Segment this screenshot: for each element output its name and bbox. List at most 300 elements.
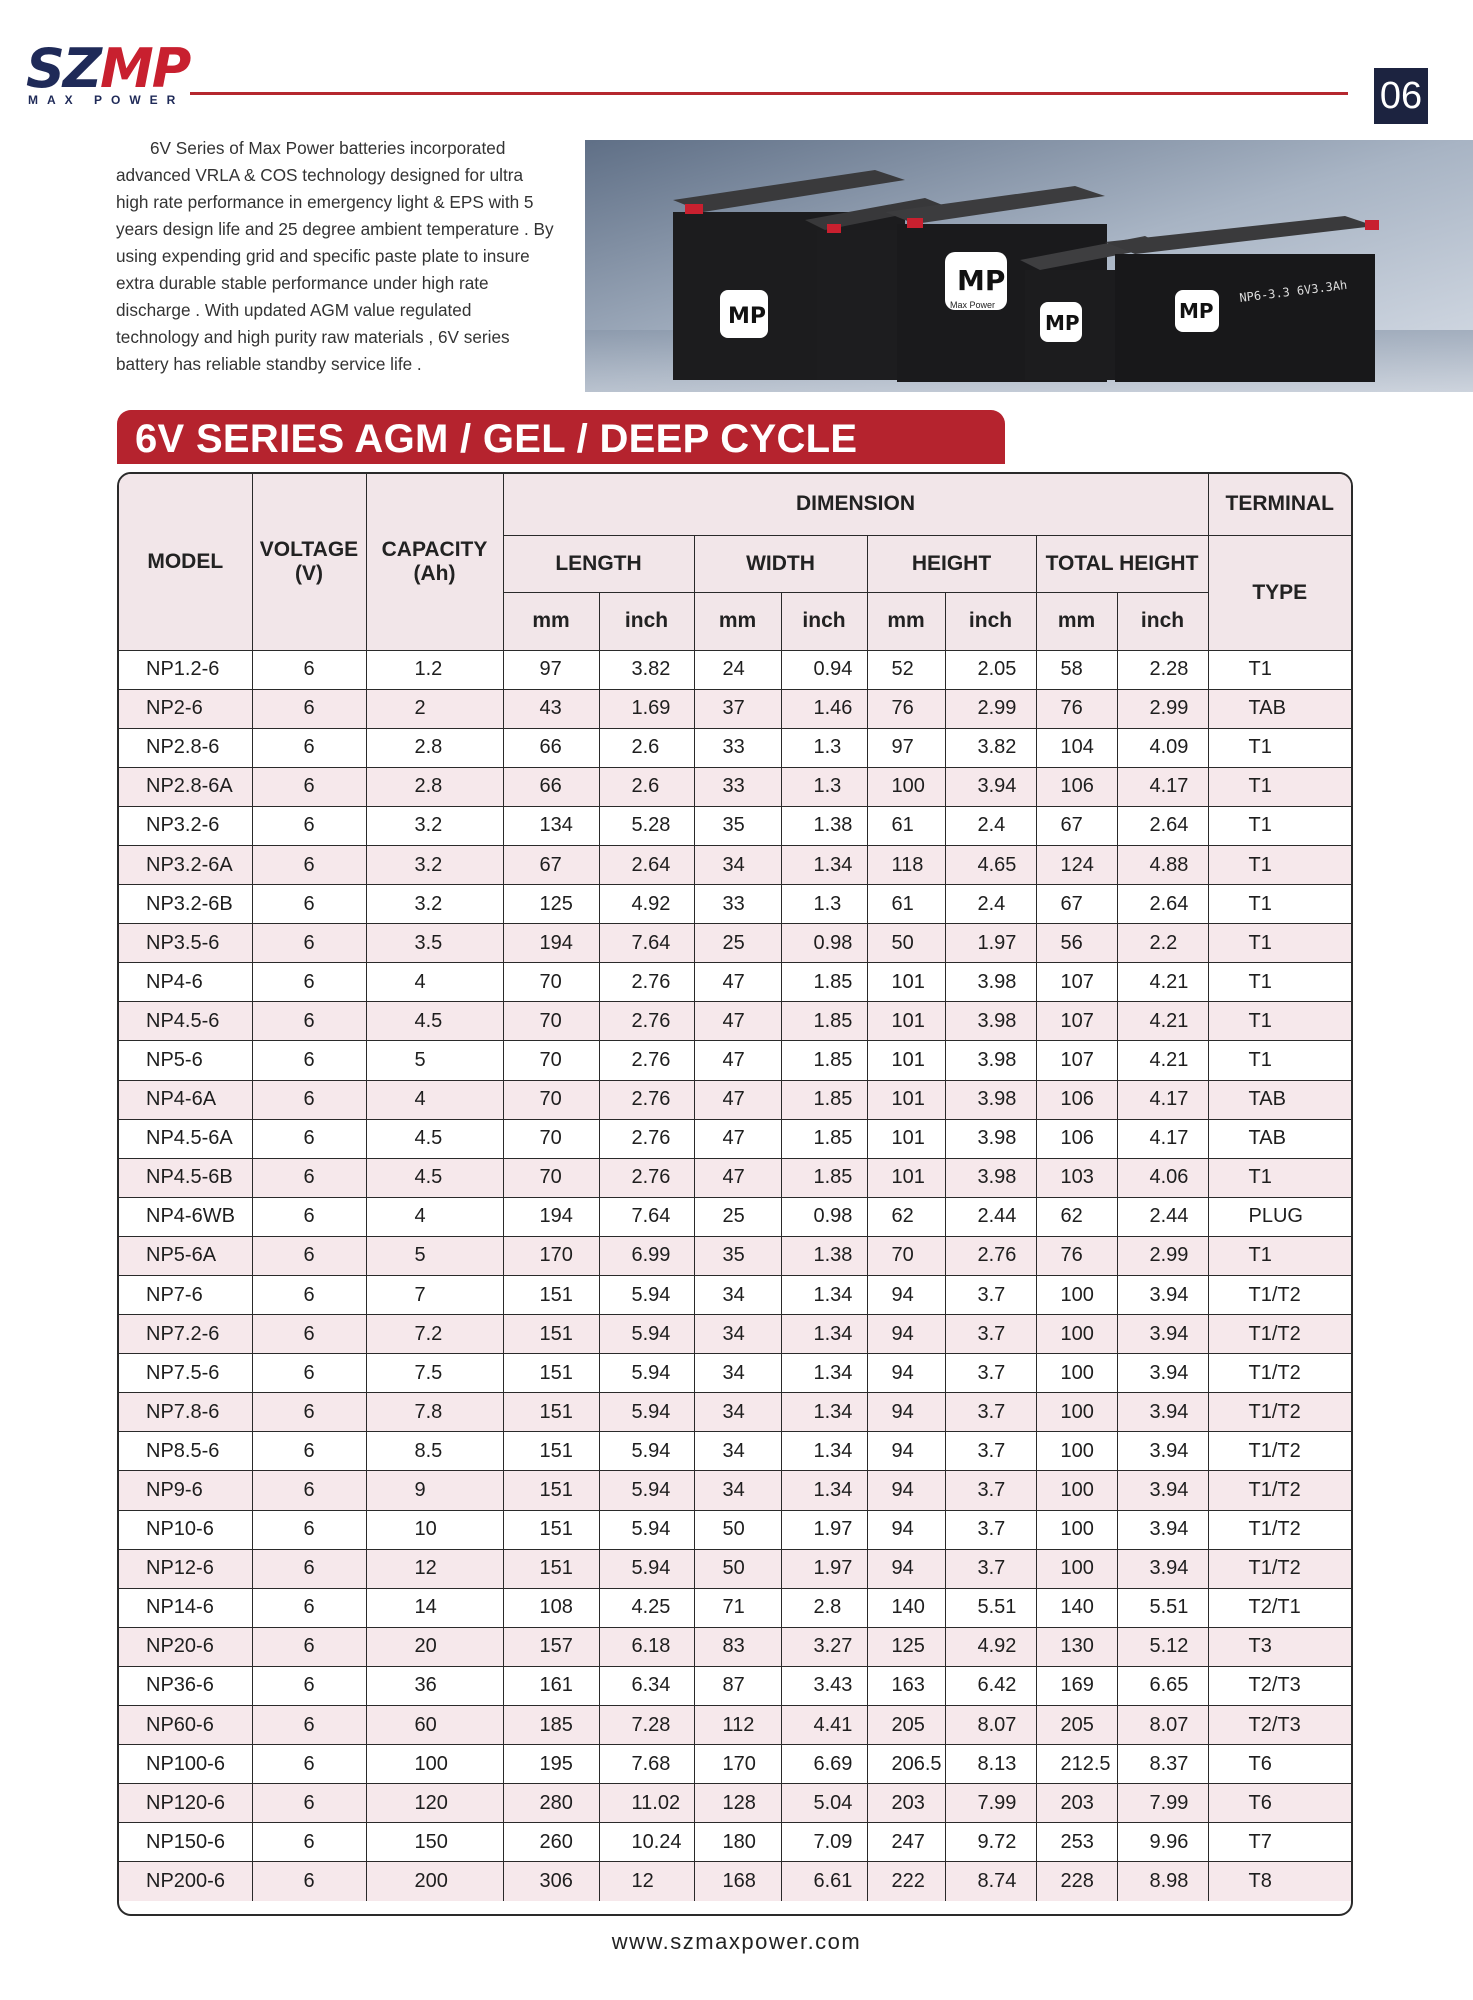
cell-terminal-type: T1 [1208,924,1351,963]
cell-width-inch: 1.34 [781,1315,867,1354]
header-terminal: TERMINAL [1208,474,1351,535]
cell-terminal-type: T6 [1208,1784,1351,1823]
cell-capacity: 4 [366,963,503,1002]
cell-total-height-inch: 5.51 [1117,1588,1208,1627]
cell-capacity: 60 [366,1706,503,1745]
cell-width-mm: 47 [694,1041,781,1080]
photo-mark-1: MP [728,304,767,329]
table-row [119,963,1351,1002]
cell-height-mm: 76 [867,689,945,728]
battery-table [119,474,1351,1901]
cell-width-mm: 47 [694,1158,781,1197]
cell-height-mm: 205 [867,1706,945,1745]
cell-length-inch: 2.76 [599,1119,694,1158]
header-voltage: VOLTAGE (V) [252,474,366,650]
cell-length-inch: 2.64 [599,845,694,884]
header-model: MODEL [119,474,252,650]
cell-total-height-inch: 8.37 [1117,1745,1208,1784]
cell-length-mm: 195 [503,1745,599,1784]
table-row [119,1588,1351,1627]
cell-total-height-mm: 253 [1036,1823,1117,1862]
cell-model: NP1.2-6 [119,650,252,689]
cell-model: NP7.8-6 [119,1393,252,1432]
cell-total-height-mm: 203 [1036,1784,1117,1823]
cell-capacity: 3.2 [366,806,503,845]
cell-width-mm: 50 [694,1510,781,1549]
cell-model: NP60-6 [119,1706,252,1745]
cell-length-inch: 5.94 [599,1432,694,1471]
table-row [119,1393,1351,1432]
cell-model: NP12-6 [119,1549,252,1588]
cell-terminal-type: T3 [1208,1627,1351,1666]
intro-paragraph: 6V Series of Max Power batteries incorporated advanced VRLA & COS technology designed for ultra high rate performance in emergency light & EPS with 5 years design life and 25 degree ambient temperature . By using expending grid and specific paste plate to insure extra durable stable performance under high rate discharge . With updated AGM value regulated technology and high purity raw materials , 6V series battery has reliable standby service life . [116,138,554,374]
cell-height-mm: 52 [867,650,945,689]
cell-width-inch: 1.3 [781,885,867,924]
cell-capacity: 12 [366,1549,503,1588]
cell-model: NP200-6 [119,1862,252,1901]
cell-capacity: 120 [366,1784,503,1823]
cell-terminal-type: T2/T3 [1208,1706,1351,1745]
cell-length-inch: 2.76 [599,1041,694,1080]
logo-tagline: MAX POWER [28,93,185,107]
header-total-height-inch: inch [1117,592,1208,650]
cell-height-inch: 8.13 [945,1745,1036,1784]
cell-voltage: 6 [252,767,366,806]
cell-height-mm: 100 [867,767,945,806]
cell-width-mm: 24 [694,650,781,689]
cell-voltage: 6 [252,1119,366,1158]
cell-voltage: 6 [252,924,366,963]
cell-voltage: 6 [252,1276,366,1315]
cell-width-inch: 5.04 [781,1784,867,1823]
cell-voltage: 6 [252,1393,366,1432]
cell-voltage: 6 [252,1002,366,1041]
cell-width-mm: 128 [694,1784,781,1823]
cell-width-mm: 34 [694,1315,781,1354]
cell-voltage: 6 [252,1471,366,1510]
cell-length-inch: 7.68 [599,1745,694,1784]
cell-total-height-inch: 4.17 [1117,1080,1208,1119]
cell-height-mm: 61 [867,885,945,924]
cell-total-height-inch: 2.99 [1117,1236,1208,1275]
cell-model: NP150-6 [119,1823,252,1862]
cell-model: NP4.5-6A [119,1119,252,1158]
cell-width-inch: 3.27 [781,1627,867,1666]
photo-mark-2: MP [957,264,1006,297]
intro-text [116,135,556,378]
cell-length-mm: 151 [503,1276,599,1315]
cell-length-mm: 151 [503,1315,599,1354]
cell-width-mm: 170 [694,1745,781,1784]
cell-length-inch: 4.25 [599,1588,694,1627]
spec-table [117,472,1353,1916]
cell-width-mm: 34 [694,1471,781,1510]
page-number: 06 [1374,68,1428,124]
cell-height-mm: 94 [867,1549,945,1588]
cell-length-inch: 2.6 [599,767,694,806]
cell-length-mm: 280 [503,1784,599,1823]
cell-height-inch: 2.76 [945,1236,1036,1275]
cell-total-height-inch: 2.28 [1117,650,1208,689]
cell-height-inch: 4.65 [945,845,1036,884]
cell-height-inch: 3.7 [945,1432,1036,1471]
cell-total-height-mm: 100 [1036,1393,1117,1432]
cell-length-mm: 70 [503,1080,599,1119]
table-row [119,1706,1351,1745]
cell-terminal-type: T1/T2 [1208,1510,1351,1549]
cell-width-mm: 87 [694,1666,781,1705]
table-row [119,845,1351,884]
cell-length-inch: 6.99 [599,1236,694,1275]
cell-length-inch: 11.02 [599,1784,694,1823]
cell-capacity: 2 [366,689,503,728]
cell-capacity: 4 [366,1197,503,1236]
section-title: 6V SERIES AGM / GEL / DEEP CYCLE [117,410,1005,464]
cell-length-mm: 43 [503,689,599,728]
cell-capacity: 3.5 [366,924,503,963]
cell-height-mm: 94 [867,1471,945,1510]
cell-capacity: 1.2 [366,650,503,689]
cell-terminal-type: T2/T3 [1208,1666,1351,1705]
cell-terminal-type: T1/T2 [1208,1315,1351,1354]
cell-total-height-mm: 106 [1036,1119,1117,1158]
cell-terminal-type: T1/T2 [1208,1276,1351,1315]
cell-height-inch: 3.7 [945,1393,1036,1432]
cell-length-mm: 70 [503,1002,599,1041]
cell-width-inch: 1.34 [781,1276,867,1315]
cell-total-height-mm: 124 [1036,845,1117,884]
cell-total-height-mm: 106 [1036,767,1117,806]
cell-voltage: 6 [252,1549,366,1588]
cell-length-inch: 10.24 [599,1823,694,1862]
cell-voltage: 6 [252,1627,366,1666]
cell-width-mm: 112 [694,1706,781,1745]
cell-capacity: 4 [366,1080,503,1119]
cell-length-mm: 134 [503,806,599,845]
cell-total-height-inch: 3.94 [1117,1393,1208,1432]
cell-height-mm: 61 [867,806,945,845]
cell-voltage: 6 [252,963,366,1002]
cell-height-mm: 101 [867,1119,945,1158]
table-row [119,1510,1351,1549]
cell-height-inch: 3.98 [945,1041,1036,1080]
cell-model: NP4-6WB [119,1197,252,1236]
footer-url: www.szmaxpower.com [611,1929,862,1954]
cell-total-height-mm: 56 [1036,924,1117,963]
cell-width-inch: 1.85 [781,1002,867,1041]
cell-width-inch: 1.85 [781,963,867,1002]
table-header [119,474,1351,650]
cell-capacity: 5 [366,1236,503,1275]
cell-length-inch: 7.64 [599,924,694,963]
cell-terminal-type: T1/T2 [1208,1432,1351,1471]
cell-height-inch: 3.7 [945,1276,1036,1315]
cell-width-mm: 33 [694,728,781,767]
cell-width-inch: 3.43 [781,1666,867,1705]
cell-width-inch: 2.8 [781,1588,867,1627]
table-row [119,806,1351,845]
cell-total-height-inch: 4.21 [1117,963,1208,1002]
cell-width-mm: 35 [694,1236,781,1275]
cell-voltage: 6 [252,806,366,845]
cell-height-mm: 94 [867,1315,945,1354]
cell-capacity: 2.8 [366,728,503,767]
table-row [119,1784,1351,1823]
cell-terminal-type: T1 [1208,767,1351,806]
cell-total-height-mm: 100 [1036,1471,1117,1510]
cell-capacity: 7.5 [366,1354,503,1393]
cell-voltage: 6 [252,728,366,767]
brand-logo [26,37,196,107]
photo-brand-name: Max Power [950,300,996,310]
cell-terminal-type: T1/T2 [1208,1393,1351,1432]
cell-height-mm: 101 [867,1002,945,1041]
cell-total-height-mm: 103 [1036,1158,1117,1197]
cell-model: NP3.5-6 [119,924,252,963]
cell-voltage: 6 [252,1784,366,1823]
cell-width-mm: 25 [694,1197,781,1236]
cell-capacity: 7.8 [366,1393,503,1432]
cell-total-height-mm: 130 [1036,1627,1117,1666]
cell-terminal-type: T1 [1208,1002,1351,1041]
cell-width-mm: 33 [694,767,781,806]
cell-terminal-type: TAB [1208,1080,1351,1119]
cell-model: NP3.2-6 [119,806,252,845]
cell-model: NP20-6 [119,1627,252,1666]
cell-total-height-mm: 104 [1036,728,1117,767]
cell-model: NP4-6A [119,1080,252,1119]
cell-height-inch: 1.97 [945,924,1036,963]
cell-height-inch: 2.99 [945,689,1036,728]
cell-total-height-inch: 6.65 [1117,1666,1208,1705]
cell-height-inch: 7.99 [945,1784,1036,1823]
cell-terminal-type: T1 [1208,728,1351,767]
cell-terminal-type: T1 [1208,1158,1351,1197]
cell-total-height-inch: 3.94 [1117,1354,1208,1393]
header-dimension: DIMENSION [503,474,1208,535]
cell-model: NP36-6 [119,1666,252,1705]
table-row [119,650,1351,689]
cell-length-inch: 5.94 [599,1549,694,1588]
cell-voltage: 6 [252,689,366,728]
cell-height-mm: 94 [867,1510,945,1549]
cell-terminal-type: T8 [1208,1862,1351,1901]
cell-total-height-mm: 100 [1036,1549,1117,1588]
cell-total-height-inch: 4.21 [1117,1002,1208,1041]
cell-voltage: 6 [252,1862,366,1901]
cell-terminal-type: T1 [1208,1041,1351,1080]
cell-total-height-inch: 3.94 [1117,1510,1208,1549]
cell-width-mm: 71 [694,1588,781,1627]
cell-total-height-inch: 4.88 [1117,845,1208,884]
cell-width-mm: 34 [694,845,781,884]
cell-terminal-type: T1/T2 [1208,1471,1351,1510]
cell-width-inch: 6.61 [781,1862,867,1901]
logo-main: SZMP [26,37,190,100]
cell-total-height-mm: 100 [1036,1354,1117,1393]
cell-total-height-mm: 100 [1036,1510,1117,1549]
cell-capacity: 4.5 [366,1002,503,1041]
cell-total-height-inch: 3.94 [1117,1315,1208,1354]
cell-total-height-mm: 76 [1036,1236,1117,1275]
cell-model: NP2.8-6 [119,728,252,767]
header-capacity: CAPACITY (Ah) [366,474,503,650]
cell-height-mm: 203 [867,1784,945,1823]
cell-width-mm: 33 [694,885,781,924]
table-row [119,767,1351,806]
header-type: TYPE [1208,535,1351,650]
cell-width-mm: 37 [694,689,781,728]
cell-height-inch: 4.92 [945,1627,1036,1666]
cell-voltage: 6 [252,885,366,924]
table-row [119,1080,1351,1119]
cell-length-mm: 66 [503,728,599,767]
table-row [119,885,1351,924]
cell-height-mm: 247 [867,1823,945,1862]
cell-length-mm: 125 [503,885,599,924]
cell-voltage: 6 [252,1315,366,1354]
cell-voltage: 6 [252,845,366,884]
cell-total-height-mm: 100 [1036,1315,1117,1354]
cell-total-height-inch: 5.12 [1117,1627,1208,1666]
cell-voltage: 6 [252,1588,366,1627]
cell-model: NP14-6 [119,1588,252,1627]
header-width-mm: mm [694,592,781,650]
table-row [119,1315,1351,1354]
cell-capacity: 2.8 [366,767,503,806]
photo-label-1: NP6-3.3 6V3.3Ah [1238,277,1348,305]
cell-total-height-inch: 2.64 [1117,885,1208,924]
table-row [119,1119,1351,1158]
cell-length-mm: 151 [503,1432,599,1471]
cell-height-mm: 101 [867,1041,945,1080]
cell-length-inch: 12 [599,1862,694,1901]
cell-length-inch: 7.28 [599,1706,694,1745]
cell-height-mm: 163 [867,1666,945,1705]
cell-height-inch: 6.42 [945,1666,1036,1705]
cell-length-mm: 151 [503,1549,599,1588]
cell-terminal-type: TAB [1208,1119,1351,1158]
photo-mark-4: MP [1179,299,1214,323]
cell-capacity: 4.5 [366,1158,503,1197]
cell-length-mm: 161 [503,1666,599,1705]
cell-model: NP4.5-6 [119,1002,252,1041]
header-height-inch: inch [945,592,1036,650]
cell-height-inch: 2.05 [945,650,1036,689]
cell-model: NP7-6 [119,1276,252,1315]
cell-total-height-mm: 212.5 [1036,1745,1117,1784]
cell-width-inch: 1.34 [781,1393,867,1432]
cell-voltage: 6 [252,1354,366,1393]
cell-width-inch: 1.34 [781,1354,867,1393]
cell-length-inch: 2.6 [599,728,694,767]
cell-model: NP4-6 [119,963,252,1002]
header-height: HEIGHT [867,535,1036,592]
cell-width-mm: 34 [694,1354,781,1393]
cell-total-height-mm: 107 [1036,963,1117,1002]
cell-length-inch: 2.76 [599,963,694,1002]
table-row [119,1197,1351,1236]
cell-height-mm: 70 [867,1236,945,1275]
cell-height-mm: 125 [867,1627,945,1666]
cell-width-inch: 1.85 [781,1041,867,1080]
cell-height-inch: 8.74 [945,1862,1036,1901]
cell-length-inch: 5.28 [599,806,694,845]
cell-total-height-mm: 107 [1036,1041,1117,1080]
cell-width-inch: 7.09 [781,1823,867,1862]
cell-capacity: 20 [366,1627,503,1666]
cell-terminal-type: PLUG [1208,1197,1351,1236]
cell-height-mm: 50 [867,924,945,963]
table-row [119,1158,1351,1197]
header-length-mm: mm [503,592,599,650]
cell-total-height-inch: 4.21 [1117,1041,1208,1080]
cell-capacity: 14 [366,1588,503,1627]
photo-mark-3: MP [1045,311,1080,335]
cell-total-height-inch: 8.07 [1117,1706,1208,1745]
cell-length-inch: 4.92 [599,885,694,924]
cell-width-mm: 47 [694,1119,781,1158]
cell-capacity: 5 [366,1041,503,1080]
cell-width-inch: 0.98 [781,924,867,963]
table-row [119,1745,1351,1784]
cell-total-height-mm: 100 [1036,1432,1117,1471]
cell-capacity: 150 [366,1823,503,1862]
cell-capacity: 3.2 [366,845,503,884]
cell-terminal-type: TAB [1208,689,1351,728]
cell-height-mm: 94 [867,1432,945,1471]
cell-length-mm: 151 [503,1393,599,1432]
cell-length-mm: 67 [503,845,599,884]
cell-width-mm: 180 [694,1823,781,1862]
cell-total-height-mm: 67 [1036,885,1117,924]
cell-total-height-inch: 8.98 [1117,1862,1208,1901]
cell-height-inch: 3.98 [945,1158,1036,1197]
cell-height-inch: 3.82 [945,728,1036,767]
cell-width-inch: 1.85 [781,1158,867,1197]
cell-width-inch: 1.38 [781,1236,867,1275]
cell-voltage: 6 [252,1823,366,1862]
cell-length-mm: 70 [503,1041,599,1080]
cell-height-mm: 101 [867,1080,945,1119]
cell-total-height-mm: 76 [1036,689,1117,728]
cell-width-inch: 1.34 [781,845,867,884]
cell-voltage: 6 [252,1197,366,1236]
cell-total-height-mm: 67 [1036,806,1117,845]
cell-width-inch: 1.34 [781,1471,867,1510]
cell-total-height-inch: 3.94 [1117,1276,1208,1315]
header-rule [190,92,1348,95]
cell-width-inch: 1.85 [781,1080,867,1119]
cell-length-inch: 6.34 [599,1666,694,1705]
cell-height-inch: 3.98 [945,1002,1036,1041]
cell-length-mm: 157 [503,1627,599,1666]
cell-width-mm: 47 [694,963,781,1002]
cell-model: NP7.5-6 [119,1354,252,1393]
cell-model: NP100-6 [119,1745,252,1784]
cell-voltage: 6 [252,1041,366,1080]
cell-length-inch: 5.94 [599,1276,694,1315]
cell-width-inch: 1.97 [781,1549,867,1588]
cell-capacity: 7.2 [366,1315,503,1354]
cell-width-mm: 35 [694,806,781,845]
cell-capacity: 36 [366,1666,503,1705]
cell-width-inch: 1.85 [781,1119,867,1158]
cell-length-mm: 194 [503,924,599,963]
cell-width-inch: 1.3 [781,728,867,767]
cell-voltage: 6 [252,1510,366,1549]
cell-width-mm: 34 [694,1276,781,1315]
